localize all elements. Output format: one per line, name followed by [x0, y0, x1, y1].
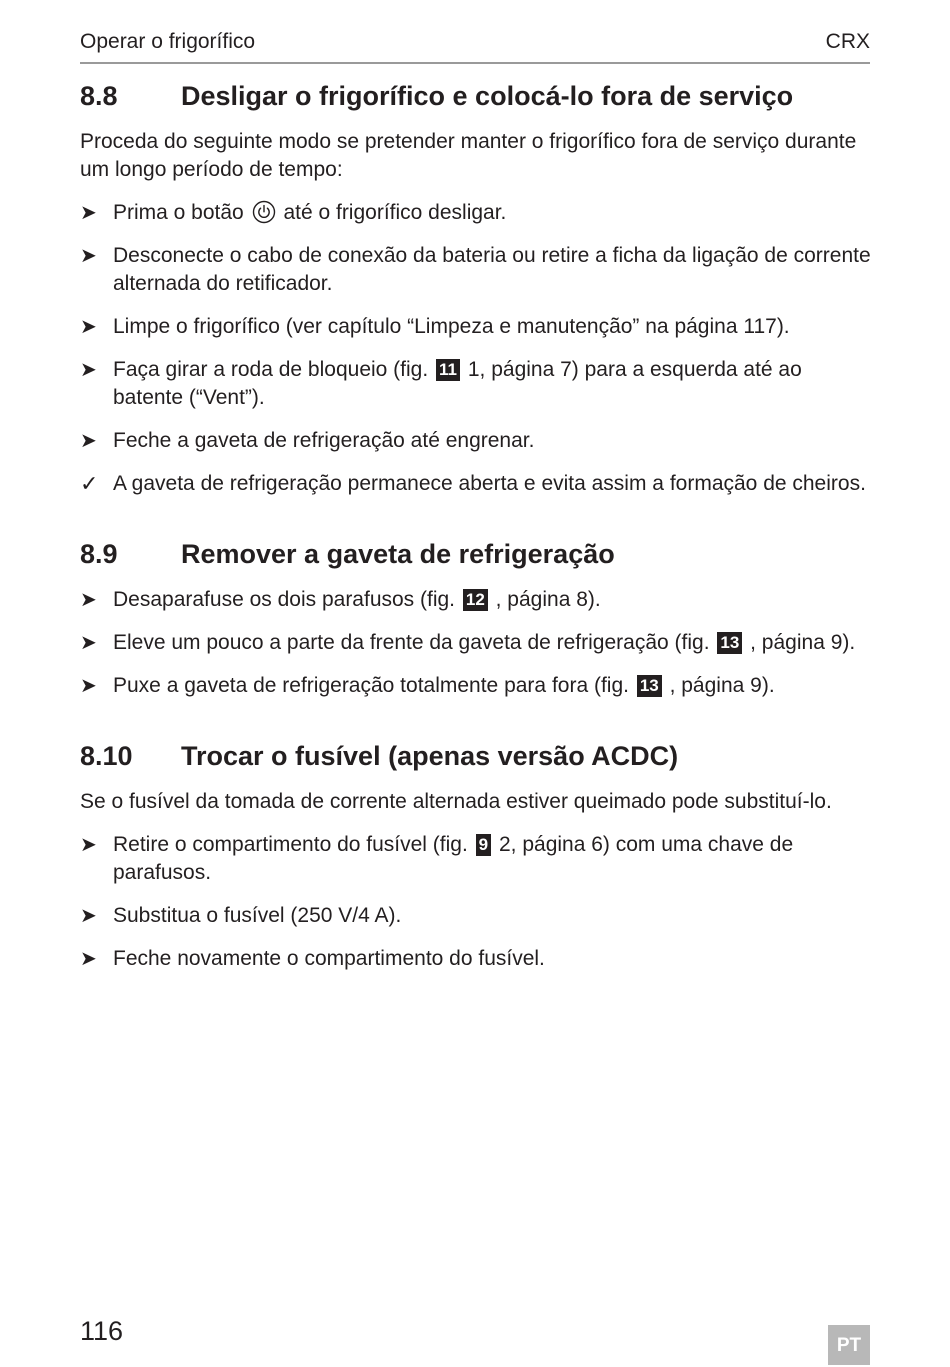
section-intro: Proceda do seguinte modo se pretender manter o frigorífico fora de serviço durante um longo período de tempo: [80, 130, 857, 181]
instruction-step [80, 629, 872, 657]
arrow-icon: ➤ [80, 632, 97, 654]
step-text-continued: 1, página 7) para a esquerda até ao batente (“Vent”). [113, 358, 802, 409]
step-text: Desaparafuse os dois parafusos (fig. [113, 588, 456, 611]
section-heading [80, 78, 872, 114]
step-text-continued: até o frigorífico desligar. [283, 201, 507, 224]
figure-reference-badge: 9 [476, 834, 491, 856]
step-text: Feche novamente o compartimento do fusível. [113, 947, 545, 970]
instruction-step [80, 672, 872, 700]
checkmark-icon: ✓ [80, 471, 99, 496]
arrow-icon: ➤ [80, 316, 97, 338]
instruction-step [80, 831, 872, 887]
arrow-icon: ➤ [80, 202, 97, 224]
figure-reference-badge: 13 [717, 632, 742, 654]
step-text: Desconecte o cabo de conexão da bateria ou retire a ficha da ligação de corrente alternada do retificador. [113, 244, 871, 295]
section-number: 8.10 [80, 741, 133, 771]
section-number: 8.9 [80, 539, 118, 569]
section-title: Remover a gaveta de refrigeração [181, 539, 615, 569]
instruction-step [80, 427, 872, 455]
step-text: Puxe a gaveta de refrigeração totalmente para fora (fig. [113, 674, 629, 697]
step-text: Substitua o fusível (250 V/4 A). [113, 904, 402, 927]
arrow-icon: ➤ [80, 905, 97, 927]
figure-reference-badge: 11 [436, 359, 460, 381]
instruction-step [80, 242, 872, 298]
arrow-icon: ➤ [80, 589, 97, 611]
section-number: 8.8 [80, 81, 118, 111]
step-text: Retire o compartimento do fusível (fig. [113, 833, 468, 856]
running-header [80, 28, 870, 64]
section-8-9 [80, 536, 872, 700]
arrow-icon: ➤ [80, 948, 97, 970]
step-text: Limpe o frigorífico (ver capítulo “Limpeza e manutenção” na página 117). [113, 315, 790, 338]
section-8-10 [80, 738, 872, 973]
result-text: A gaveta de refrigeração permanece aberta e evita assim a formação de cheiros. [113, 472, 866, 495]
step-text: Eleve um pouco a parte da frente da gaveta de refrigeração (fig. [113, 631, 710, 654]
figure-reference-badge: 13 [637, 675, 662, 697]
step-text: Feche a gaveta de refrigeração até engrenar. [113, 429, 535, 452]
arrow-icon: ➤ [80, 359, 97, 381]
step-text-continued: , página 9). [750, 631, 856, 654]
step-text: Prima o botão [113, 201, 244, 224]
header-product-name: CRX [825, 30, 870, 53]
power-icon [252, 200, 276, 224]
step-text-continued: , página 8). [495, 588, 601, 611]
section-intro: Se o fusível da tomada de corrente alternada estiver queimado pode substituí-lo. [80, 790, 832, 813]
header-chapter-title: Operar o frigorífico [80, 30, 256, 53]
section-title: Trocar o fusível (apenas versão ACDC) [181, 741, 679, 771]
instruction-step [80, 313, 872, 341]
instruction-step [80, 199, 872, 227]
step-text-continued: 2, página 6) com uma chave de parafusos. [113, 833, 794, 884]
section-title: Desligar o frigorífico e colocá-lo fora de serviço [181, 81, 794, 111]
result-step [80, 470, 872, 498]
section-heading [80, 738, 872, 774]
arrow-icon: ➤ [80, 834, 97, 856]
instruction-step [80, 356, 872, 412]
instruction-step [80, 902, 872, 930]
section-heading [80, 536, 872, 572]
arrow-icon: ➤ [80, 430, 97, 452]
arrow-icon: ➤ [80, 245, 97, 267]
figure-reference-badge: 12 [463, 589, 488, 611]
instruction-step [80, 945, 872, 973]
arrow-icon: ➤ [80, 675, 97, 697]
page-number: 116 [80, 1316, 124, 1346]
step-text-continued: , página 9). [669, 674, 775, 697]
language-badge: PT [828, 1325, 870, 1365]
instruction-step [80, 586, 872, 614]
step-text: Faça girar a roda de bloqueio (fig. [113, 358, 429, 381]
section-8-8 [80, 78, 872, 498]
